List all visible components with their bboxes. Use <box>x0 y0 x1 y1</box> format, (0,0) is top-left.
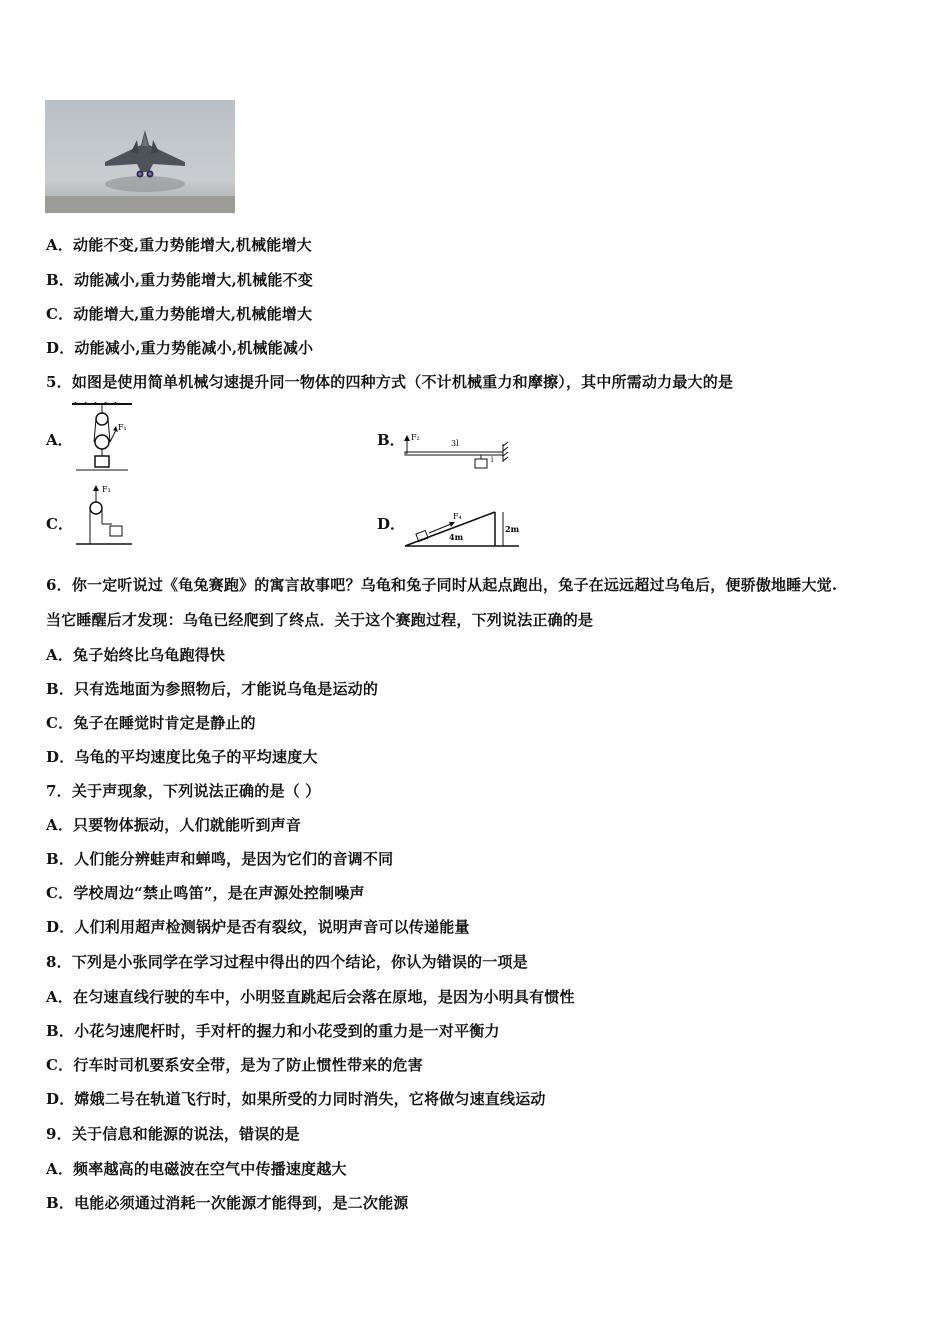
fighter-jet-photo <box>45 100 235 213</box>
q5-label-d: D． <box>377 515 406 533</box>
incline-height-label: 2m <box>505 524 520 534</box>
q7-stem: 7．关于声现象，下列说法正确的是（ ） <box>46 782 321 800</box>
q9-option-b: B．电能必须通过消耗一次能源才能得到，是二次能源 <box>46 1194 409 1212</box>
q7-option-d: D．人们利用超声检测锅炉是否有裂纹，说明声音可以传递能量 <box>46 918 470 936</box>
lever-figure-b <box>403 430 513 474</box>
q6-option-b: B．只有选地面为参照物后，才能说乌龟是运动的 <box>46 680 379 698</box>
fighter-jet-icon <box>45 100 235 213</box>
lever-length-label: 3l <box>451 439 459 448</box>
q4-option-a: A．动能不变,重力势能增大,机械能增大 <box>46 236 312 254</box>
q4-option-d: D．动能减小,重力势能减小,机械能减小 <box>46 339 314 357</box>
force-label-f1: F₁ <box>118 423 127 432</box>
q8-option-c: C．行车时司机要系安全带，是为了防止惯性带来的危害 <box>46 1056 423 1074</box>
q6-option-d: D．乌龟的平均速度比兔子的平均速度大 <box>46 748 318 766</box>
q6-option-c: C．兔子在睡觉时肯定是静止的 <box>46 714 256 732</box>
lever-short-arm-label: l <box>491 456 494 464</box>
q5-label-b: B． <box>377 431 405 449</box>
incline-length-label: 4m <box>449 532 464 542</box>
force-label-f2: F₂ <box>411 433 420 442</box>
q8-option-a: A．在匀速直线行驶的车中，小明竖直跳起后会落在原地，是因为小明具有惯性 <box>46 988 575 1006</box>
q5-label-a: A． <box>46 431 73 449</box>
q6-option-a: A．兔子始终比乌龟跑得快 <box>46 646 226 664</box>
q9-option-a: A．频率越高的电磁波在空气中传播速度越大 <box>46 1160 347 1178</box>
q8-option-b: B．小花匀速爬杆时，手对杆的握力和小花受到的重力是一对平衡力 <box>46 1022 500 1040</box>
force-label-f4: F₄ <box>453 512 462 521</box>
q5-label-c: C． <box>46 515 73 533</box>
q7-option-c: C．学校周边“禁止鸣笛”，是在声源处控制噪声 <box>46 884 365 902</box>
incline-figure-d <box>403 506 523 554</box>
pulley-figure-a <box>72 402 142 476</box>
q7-option-b: B．人们能分辨蛙声和蝉鸣，是因为它们的音调不同 <box>46 850 394 868</box>
q9-stem: 9．关于信息和能源的说法，错误的是 <box>46 1125 300 1143</box>
q4-option-c: C．动能增大,重力势能增大,机械能增大 <box>46 305 313 323</box>
q6-stem-line-1: 6．你一定听说过《龟兔赛跑》的寓言故事吧？乌龟和兔子同时从起点跑出，兔子在远远超过乌龟后，便骄傲地睡大觉. <box>46 576 838 594</box>
q4-option-b: B．动能减小,重力势能增大,机械能不变 <box>46 271 313 289</box>
q5-stem: 5．如图是使用简单机械匀速提升同一物体的四种方式（不计机械重力和摩擦），其中所需动力最大的是 <box>46 373 734 391</box>
q7-option-a: A．只要物体振动，人们就能听到声音 <box>46 816 302 834</box>
q6-stem-line-2: 当它睡醒后才发现：乌龟已经爬到了终点．关于这个赛跑过程，下列说法正确的是 <box>46 611 594 629</box>
q8-option-d: D．嫦娥二号在轨道飞行时，如果所受的力同时消失，它将做匀速直线运动 <box>46 1090 546 1108</box>
force-label-f3: F₃ <box>102 485 111 494</box>
q8-stem: 8．下列是小张同学在学习过程中得出的四个结论，你认为错误的一项是 <box>46 953 528 971</box>
pulley-figure-c <box>72 484 142 554</box>
